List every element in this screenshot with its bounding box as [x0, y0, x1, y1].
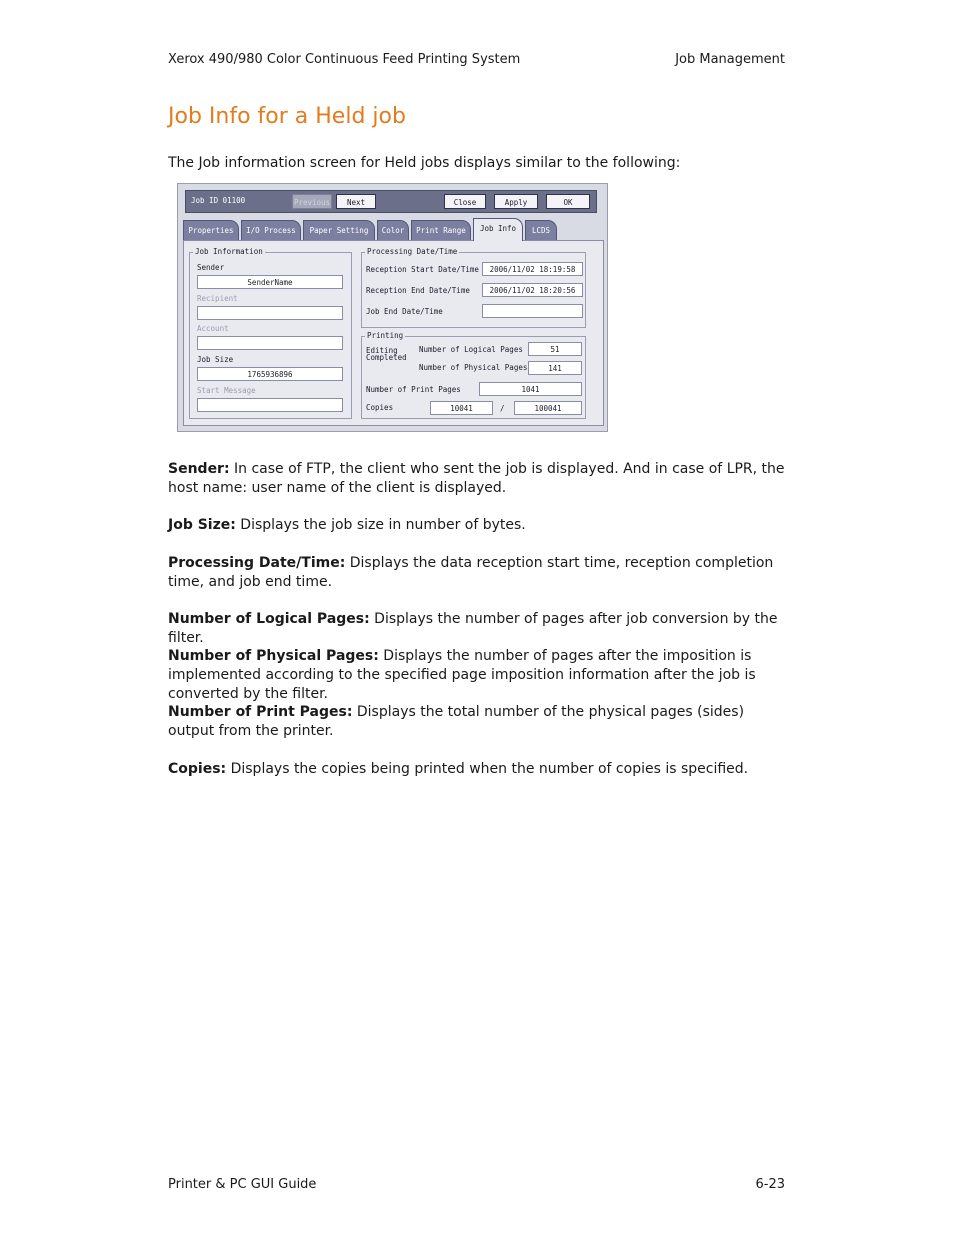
- sender-label: Sender: [197, 263, 225, 272]
- printing-group: [361, 331, 586, 419]
- physical-pages-description: [168, 647, 788, 704]
- recipient-field: [197, 306, 343, 320]
- ok-button[interactable]: OK: [546, 194, 590, 209]
- page-number: 6-23: [755, 1177, 785, 1192]
- processing-datetime-title: Processing Date/Time: [367, 247, 458, 256]
- description-term: Copies:: [168, 761, 227, 777]
- job-end-field: [482, 304, 583, 318]
- recipient-label: Recipient: [197, 294, 238, 303]
- logical-pages-field: 51: [528, 342, 582, 356]
- running-header-title: Xerox 490/980 Color Continuous Feed Printing System: [168, 52, 521, 67]
- reception-end-label: Reception End Date/Time: [366, 286, 470, 295]
- description-term: Number of Logical Pages:: [168, 611, 370, 627]
- reception-start-label: Reception Start Date/Time: [366, 265, 479, 274]
- description-text: In case of FTP, the client who sent the job is displayed. And in case of LPR, the host name: user name of the client is displayed.: [168, 461, 785, 496]
- description-term: Number of Physical Pages:: [168, 648, 379, 664]
- description-text: Displays the total number of the physical pages (sides) output from the printer.: [168, 704, 745, 739]
- processing-datetime-group: [361, 247, 586, 328]
- tab-color[interactable]: Color: [377, 220, 409, 240]
- copies-separator: /: [500, 404, 505, 413]
- reception-start-field: 2006/11/02 18:19:58: [482, 262, 583, 276]
- description-text: Displays the job size in number of bytes.: [235, 517, 526, 533]
- job-id-label: Job ID 01100: [191, 196, 246, 205]
- footer-guide-title: Printer & PC GUI Guide: [168, 1177, 317, 1192]
- logical-pages-description: [168, 610, 788, 648]
- description-term: Processing Date/Time:: [168, 555, 346, 571]
- description-text: Displays the data reception start time, reception completion time, and job end time.: [168, 555, 774, 590]
- job-size-field: 1765936896: [197, 367, 343, 381]
- previous-button[interactable]: Previous: [292, 194, 332, 209]
- copies-description: [168, 760, 788, 779]
- tab-job-info[interactable]: Job Info: [473, 218, 523, 241]
- tab-lcds[interactable]: LCDS: [525, 220, 557, 240]
- tab-paper-setting[interactable]: Paper Setting: [303, 220, 375, 240]
- print-pages-description: [168, 703, 788, 741]
- job-size-description: [168, 516, 788, 535]
- job-information-title: Job Information: [195, 247, 263, 256]
- intro-paragraph: The Job information screen for Held jobs displays similar to the following:: [168, 155, 681, 171]
- logical-pages-label: Number of Logical Pages: [419, 345, 523, 354]
- page-title: Job Info for a Held job: [168, 104, 406, 129]
- description-text: Displays the number of pages after job conversion by the filter.: [168, 611, 778, 646]
- job-size-label: Job Size: [197, 355, 234, 364]
- description-term: Sender:: [168, 461, 230, 477]
- tab-print-range[interactable]: Print Range: [411, 220, 471, 240]
- description-term: Job Size:: [168, 517, 236, 533]
- sender-description: [168, 460, 788, 498]
- job-info-panel: [183, 240, 604, 426]
- reception-end-field: 2006/11/02 18:20:56: [482, 283, 583, 297]
- processing-datetime-description: [168, 554, 788, 592]
- job-toolbar: [185, 190, 597, 213]
- copies-total-field: 100041: [514, 401, 582, 415]
- next-button[interactable]: Next: [336, 194, 376, 209]
- job-end-label: Job End Date/Time: [366, 307, 443, 316]
- account-label: Account: [197, 324, 229, 333]
- start-message-label: Start Message: [197, 386, 256, 395]
- account-field: [197, 336, 343, 350]
- close-button[interactable]: Close: [444, 194, 486, 209]
- copies-field: 10041: [430, 401, 493, 415]
- print-pages-label: Number of Print Pages: [366, 385, 461, 394]
- tab-io-process[interactable]: I/O Process: [241, 220, 301, 240]
- physical-pages-field: 141: [528, 361, 582, 375]
- start-message-field: [197, 398, 343, 412]
- apply-button[interactable]: Apply: [494, 194, 538, 209]
- physical-pages-label: Number of Physical Pages: [419, 363, 528, 372]
- print-pages-field: 1041: [479, 382, 582, 396]
- copies-label: Copies: [366, 403, 394, 412]
- description-term: Number of Print Pages:: [168, 704, 353, 720]
- description-text: Displays the copies being printed when the number of copies is specified.: [226, 761, 749, 777]
- job-info-screenshot: [177, 183, 608, 432]
- description-text: Displays the number of pages after the imposition is implemented according to the specified page imposition information after the job is converted by the filter.: [168, 648, 756, 702]
- editing-completed-line2: Completed: [366, 353, 407, 362]
- job-information-group: [189, 247, 352, 419]
- tab-bar: [183, 218, 603, 240]
- editing-completed-line1: Editing: [366, 346, 398, 355]
- running-header-section: Job Management: [675, 52, 785, 67]
- sender-field: SenderName: [197, 275, 343, 289]
- printing-title: Printing: [367, 331, 404, 340]
- tab-properties[interactable]: Properties: [183, 220, 239, 240]
